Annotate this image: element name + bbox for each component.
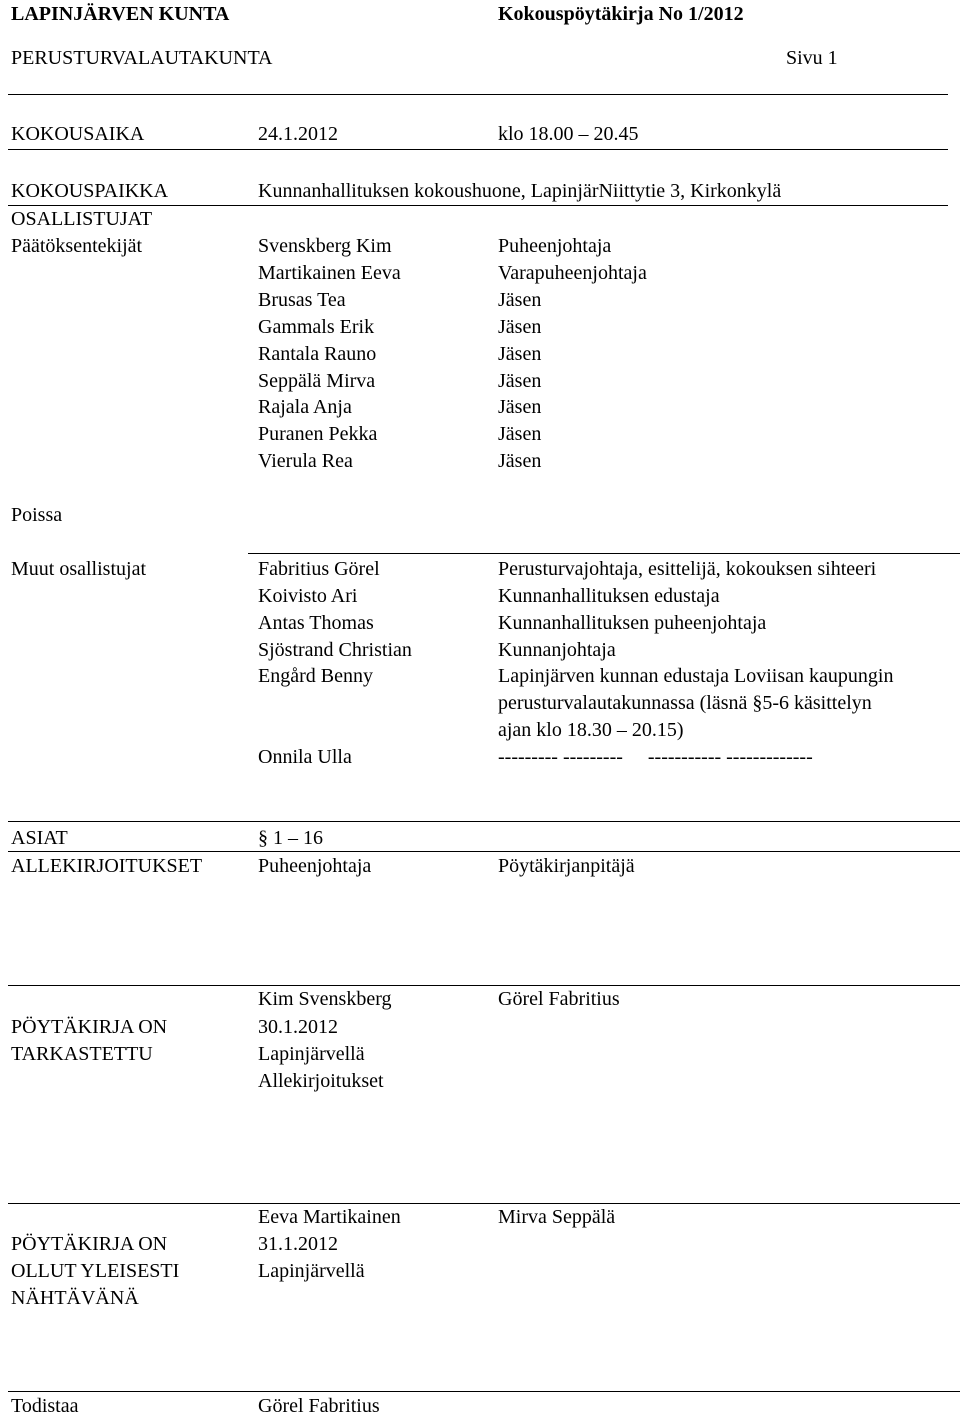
member-role: Puheenjohtaja [498,235,612,257]
other-name: Engård Benny [258,665,373,687]
municipality-name: LAPINJÄRVEN KUNTA [11,3,230,25]
display-label-line: NÄHTÄVÄNÄ [11,1287,139,1309]
member-role: Jäsen [498,450,542,472]
others-label: Muut osallistujat [11,558,146,580]
other-role-line: Lapinjärven kunnan edustaja Loviisan kaupungin [498,665,894,687]
page-number: Sivu 1 [786,47,838,69]
display-date: 31.1.2012 [258,1233,338,1255]
checker-signature-line [8,1203,960,1204]
member-name: Martikainen Eeva [258,262,401,284]
member-name: Gammals Erik [258,316,375,338]
other-name: Fabritius Görel [258,558,380,580]
chair-label: Puheenjohtaja [258,855,372,877]
others-divider [248,553,960,554]
document-title: Kokouspöytäkirja No 1/2012 [498,3,744,25]
other-role: Kunnanjohtaja [498,639,616,661]
checker-name: Mirva Seppälä [498,1206,616,1228]
absent-label: Poissa [11,504,63,526]
member-name: Seppälä Mirva [258,370,376,392]
other-name: Antas Thomas [258,612,374,634]
other-role: Kunnanhallituksen puheenjohtaja [498,612,767,634]
member-name: Rajala Anja [258,396,352,418]
other-name: Onnila Ulla [258,746,352,768]
decision-makers-label: Päätöksentekijät [11,235,143,257]
matters-top-divider [8,821,960,822]
display-label-line: OLLUT YLEISESTI [11,1260,180,1282]
header-divider [8,94,948,95]
other-role: Kunnanhallituksen edustaja [498,585,720,607]
other-role-line: perusturvalautakunnassa (läsnä §5-6 käsittelyn [498,692,872,714]
member-name: Brusas Tea [258,289,346,311]
meeting-place: Kunnanhallituksen kokoushuone, LapinjärNiittytie 3, Kirkonkylä [258,180,782,202]
member-name: Svenskberg Kim [258,235,392,257]
secretary-label: Pöytäkirjanpitäjä [498,855,635,877]
matters-label: ASIAT [11,827,68,849]
member-role: Jäsen [498,289,542,311]
meeting-time-label: KOKOUSAIKA [11,123,145,145]
checked-signatures-label: Allekirjoitukset [258,1070,384,1092]
certify-line [8,1391,960,1392]
secretary-name: Görel Fabritius [498,988,620,1010]
member-name: Vierula Rea [258,450,353,472]
other-name: Koivisto Ari [258,585,358,607]
checker-name: Eeva Martikainen [258,1206,401,1228]
member-name: Puranen Pekka [258,423,378,445]
dash-line: --------- --------- ----------- ------------- [498,746,813,768]
checked-date: 30.1.2012 [258,1016,338,1038]
member-role: Varapuheenjohtaja [498,262,647,284]
checked-place: Lapinjärvellä [258,1043,365,1065]
meeting-date: 24.1.2012 [258,123,338,145]
display-label-line: PÖYTÄKIRJA ON [11,1233,168,1255]
signature-line [8,985,960,986]
checked-label-line: PÖYTÄKIRJA ON [11,1016,168,1038]
time-divider [8,149,948,150]
chair-name: Kim Svenskberg [258,988,392,1010]
member-role: Jäsen [498,370,542,392]
checked-label-line: TARKASTETTU [11,1043,153,1065]
display-place: Lapinjärvellä [258,1260,365,1282]
member-role: Jäsen [498,316,542,338]
member-role: Jäsen [498,396,542,418]
participants-label: OSALLISTUJAT [11,208,153,230]
certify-label: Todistaa [11,1395,79,1417]
other-role-line: ajan klo 18.30 – 20.15) [498,719,684,741]
member-name: Rantala Rauno [258,343,377,365]
meeting-place-label: KOKOUSPAIKKA [11,180,169,202]
member-role: Jäsen [498,423,542,445]
signatures-label: ALLEKIRJOITUKSET [11,855,203,877]
meeting-time: klo 18.00 – 20.45 [498,123,639,145]
matters-divider [8,851,960,852]
matters-value: § 1 – 16 [258,827,323,849]
other-name: Sjöstrand Christian [258,639,412,661]
place-divider [8,205,948,206]
member-role: Jäsen [498,343,542,365]
other-role: Perusturvajohtaja, esittelijä, kokouksen sihteeri [498,558,877,580]
certify-name: Görel Fabritius [258,1395,380,1417]
committee-name: PERUSTURVALAUTAKUNTA [11,47,273,69]
